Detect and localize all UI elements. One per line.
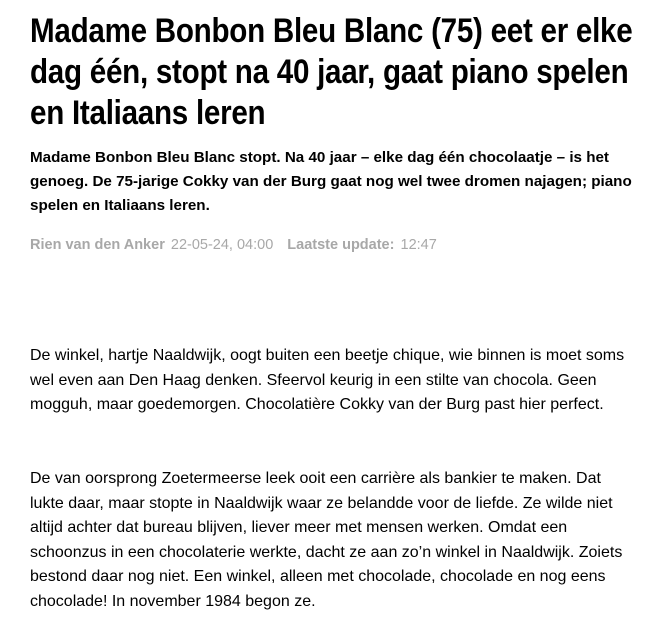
byline-update-time: 12:47 — [400, 237, 437, 253]
byline — [30, 236, 437, 254]
article — [30, 0, 638, 610]
byline-published-date: 22-05-24, 04:00 — [170, 237, 274, 253]
byline-author[interactable]: Rien van den Anker — [30, 237, 165, 253]
article-intro: Madame Bonbon Bleu Blanc stopt. Na 40 jaar – elke dag één chocolaatje – is het genoeg. De 75-jarige Cokky van der Burg gaat nog wel twee dromen najagen; piano spelen en Italiaans leren. — [30, 149, 632, 214]
article-headline: Madame Bonbon Bleu Blanc (75) eet er elke dag één, stopt na 40 jaar, gaat piano spelen en Italiaans leren — [30, 12, 633, 132]
article-paragraph: De winkel, hartje Naaldwijk, oogt buiten een beetje chique, wie binnen is moet soms wel even aan Den Haag denken. Sfeervol keurig in een stilte van chocola. Geen mogguh, maar goedemorgen. Chocolatière Cokky van der Burg past hier perfect. — [30, 347, 625, 413]
byline-update-label: Laatste update: — [287, 237, 395, 253]
article-paragraph: De van oorsprong Zoetermeerse leek ooit een carrière als bankier te maken. Dat lukte daar, maar stopte in Naaldwijk waar ze belandde voor de liefde. Ze wilde niet altijd achter dat bureau blijven, liever meer met mensen werken. Omdat een schoonzus in een chocolaterie werkte, dacht ze aan zo’n winkel in Naaldwijk. Zoiets bestond daar nog niet. Een winkel, alleen met chocolade, chocolade en nog eens chocolade! In november 1984 begon ze. — [30, 470, 623, 610]
